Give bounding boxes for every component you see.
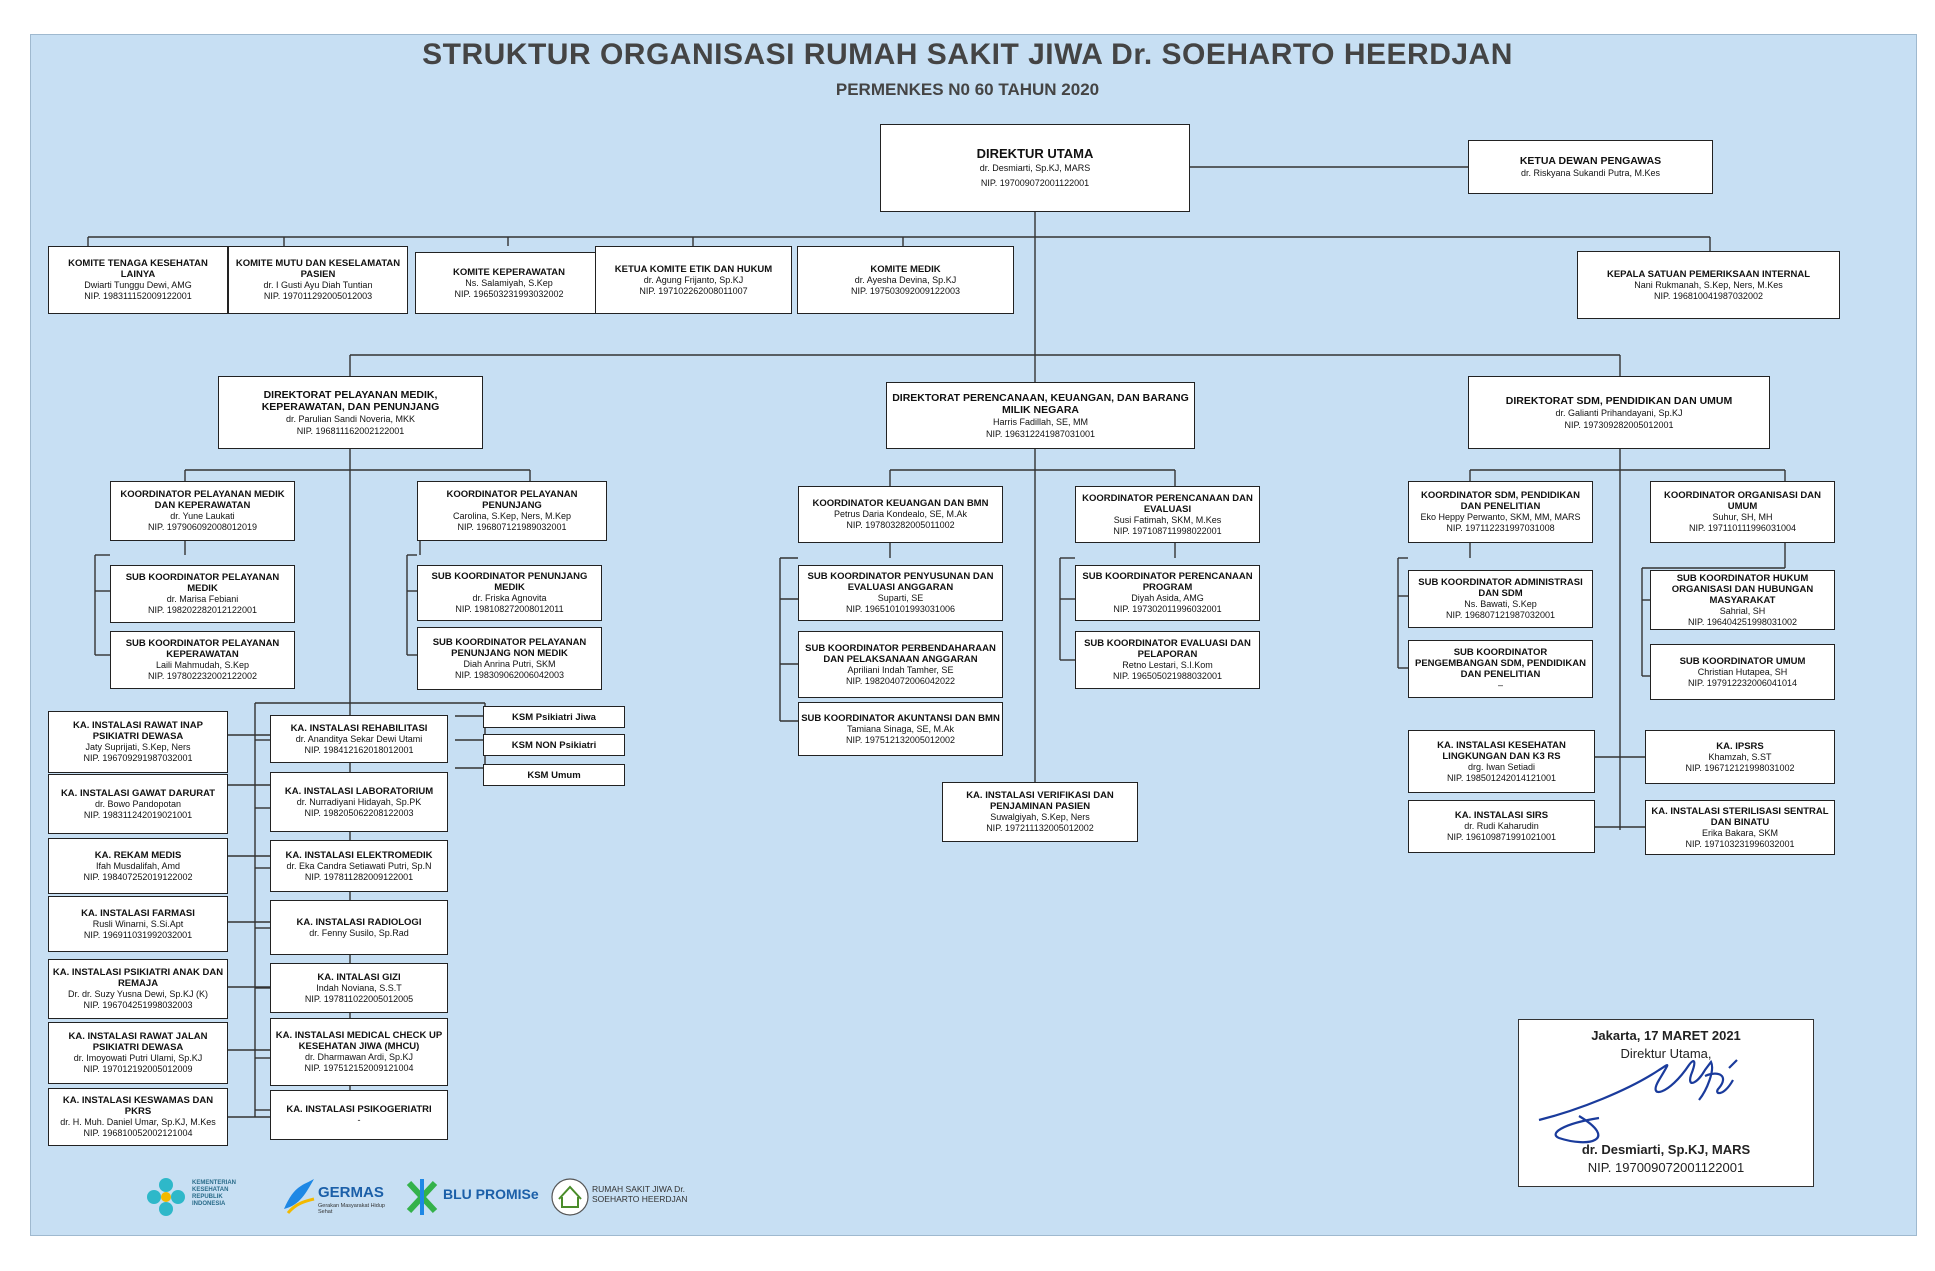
- node-ki-rehab: [270, 715, 448, 763]
- node-person: Ns. Salamiyah, S.Kep: [465, 277, 553, 288]
- node-title: KA. INSTALASI KESEHATAN LINGKUNGAN DAN K3 RS: [1437, 739, 1566, 762]
- node-ki-gizi: [270, 963, 448, 1013]
- node-person: dr. Parulian Sandi Noveria, MKK: [285, 413, 416, 424]
- signature-city-date: Jakarta, 17 MARET 2021: [1591, 1028, 1741, 1043]
- node-nip: NIP. 198309062006042003: [455, 669, 564, 680]
- node-nip: NIP. 197011292005012003: [263, 291, 373, 301]
- node-k-mutu: [228, 246, 408, 314]
- node-title: KSM NON Psikiatri: [511, 739, 597, 751]
- node-nip: NIP. 196810041987032002: [1654, 290, 1763, 301]
- node-person: Ns. Bawati, S.Kep: [1464, 599, 1537, 609]
- node-sk-anggaran: [798, 565, 1003, 621]
- node-sk-diklit: [1408, 640, 1593, 698]
- kemenkes-label: KEMENTERIAN KESEHATAN REPUBLIK INDONESIA: [192, 1180, 237, 1207]
- node-title: KETUA DEWAN PENGAWAS: [1519, 155, 1662, 167]
- node-ki-rajal: [48, 1022, 228, 1084]
- node-person: dr. Bowo Pandopotan: [94, 798, 182, 809]
- node-sk-kep: [110, 631, 295, 689]
- node-sk-umum: [1650, 644, 1835, 700]
- node-sk-program: [1075, 565, 1260, 621]
- node-nip: NIP. 196510101993031006: [846, 604, 955, 614]
- node-person: Dr. dr. Suzy Yusna Dewi, Sp.KJ (K): [68, 989, 208, 999]
- node-sk-pen-non: [417, 627, 602, 690]
- node-direktur: [880, 124, 1190, 212]
- node-nip: NIP. 196505021988032001: [1113, 671, 1222, 681]
- node-title: KOORDINATOR KEUANGAN DAN BMN: [812, 498, 989, 509]
- node-nip: NIP. 198407252019122002: [83, 871, 193, 882]
- node-title: SUB KOORDINATOR PENUNJANG MEDIK: [431, 571, 588, 593]
- node-title: KETUA KOMITE ETIK DAN HUKUM: [614, 263, 773, 275]
- node-person: Diyah Asida, AMG: [1131, 593, 1204, 603]
- node-title: KOMITE KEPERAWATAN: [452, 266, 566, 278]
- node-person: dr. Friska Agnovita: [472, 593, 547, 603]
- node-person: Suhur, SH, MH: [1712, 512, 1773, 522]
- node-person: dr. H. Muh. Daniel Umar, Sp.KJ, M.Kes: [60, 1117, 216, 1127]
- node-title: KA. INSTALASI STERILISASI SENTRAL DAN BINATU: [1651, 805, 1829, 828]
- node-title: KA. INSTALASI RAWAT INAP PSIKIATRI DEWASA: [72, 720, 203, 742]
- node-sk-admsdm: [1408, 570, 1593, 628]
- logo-strip: [140, 1170, 688, 1224]
- blu-logo: [405, 1170, 545, 1224]
- node-title: KA. INSTALASI RADIOLOGI: [296, 916, 422, 928]
- node-k-ren: [1075, 486, 1260, 543]
- node-ki-rm: [48, 838, 228, 894]
- node-nip: NIP. 198311152009122001: [84, 291, 192, 301]
- kemenkes-logo: [140, 1170, 260, 1224]
- node-k-medik: [797, 246, 1014, 314]
- node-ki-ipsrs: [1645, 730, 1835, 784]
- node-nip: NIP. 197512152009121004: [304, 1063, 414, 1073]
- node-person: drg. Iwan Setiadi: [1467, 761, 1536, 772]
- node-person: Nani Rukmanah, S.Kep, Ners, M.Kes: [1634, 279, 1783, 290]
- node-nip: NIP. 196503231993032002: [454, 288, 564, 299]
- node-title: SUB KOORDINATOR PERENCANAAN PROGRAM: [1082, 571, 1253, 593]
- node-title: KA. INSTALASI RAWAT JALAN PSIKIATRI DEWASA: [68, 1031, 208, 1053]
- node-person: dr. Dharmawan Ardi, Sp.KJ: [304, 1052, 414, 1062]
- node-ki-igd: [48, 774, 228, 834]
- node-nip: NIP. 197803282005011002: [846, 520, 955, 530]
- node-title: KA. INTALASI GIZI: [317, 971, 401, 983]
- node-dir1: [218, 376, 483, 449]
- node-ki-k3: [1408, 730, 1595, 793]
- node-title: KA. INSTALASI GAWAT DARURAT: [60, 787, 216, 799]
- node-title: DIREKTORAT PELAYANAN MEDIK, KEPERAWATAN, DAN PENUNJANG: [261, 388, 440, 413]
- node-ki-mcu: [270, 1018, 448, 1086]
- node-ksm-non: [483, 734, 625, 756]
- node-person: Erika Bakara, SKM: [1701, 827, 1779, 838]
- node-person: dr. Ayesha Devina, Sp.KJ: [854, 274, 957, 285]
- rs-logo: [550, 1170, 688, 1224]
- node-person: Suwalgiyah, S.Kep, Ners: [990, 812, 1090, 822]
- node-ki-steril: [1645, 800, 1835, 855]
- node-dewas: [1468, 140, 1713, 194]
- node-person: Petrus Daria Kondealo, SE, M.Ak: [833, 509, 968, 519]
- node-person: dr. Riskyana Sukandi Putra, M.Kes: [1520, 168, 1661, 178]
- node-title: SUB KOORDINATOR EVALUASI DAN PELAPORAN: [1084, 638, 1251, 660]
- node-title: KOMITE MEDIK: [870, 263, 941, 275]
- germas-sub-label: Gerakan Masyarakat Hidup Sehat: [318, 1203, 385, 1215]
- node-k-org: [1650, 481, 1835, 543]
- node-person: Rusli Winarni, S.Si.Apt: [92, 918, 184, 929]
- node-ki-radio: [270, 900, 448, 955]
- node-title: DIREKTORAT SDM, PENDIDIKAN DAN UMUM: [1505, 394, 1733, 407]
- node-person: Eko Heppy Perwanto, SKM, MM, MARS: [1420, 512, 1581, 522]
- node-title: KOORDINATOR PELAYANAN MEDIK DAN KEPERAWATAN: [120, 489, 285, 511]
- node-title: SUB KOORDINATOR ADMINISTRASI DAN SDM: [1418, 577, 1583, 599]
- node-dir2: [886, 382, 1195, 449]
- node-person: Diah Anrina Putri, SKM: [463, 658, 556, 669]
- node-nip: NIP. 197906092008012019: [148, 522, 257, 532]
- node-person: Harris Fadillah, SE, MM: [992, 416, 1089, 427]
- node-title: KA. INSTALASI PSIKOGERIATRI: [286, 1104, 432, 1115]
- germas-label: GERMAS: [318, 1184, 384, 1201]
- node-title: SUB KOORDINATOR PELAYANAN KEPERAWATAN: [125, 638, 280, 660]
- node-title: KA. INSTALASI REHABILITASI: [290, 722, 428, 734]
- node-nip: NIP. 196704251998032003: [83, 1000, 193, 1010]
- node-title: SUB KOORDINATOR HUKUM ORGANISASI DAN HUBUNGAN MASYARAKAT: [1671, 572, 1814, 606]
- node-nip: NIP. 197802232002122002: [148, 671, 257, 681]
- node-title: KOMITE MUTU DAN KESELAMATAN PASIEN: [235, 258, 401, 280]
- node-person: Ifah Musdalifah, Amd: [95, 860, 181, 871]
- node-title: KOORDINATOR PELAYANAN PENUNJANG: [446, 489, 578, 511]
- node-title: KA. INSTALASI MEDICAL CHECK UP KESEHATAN JIWA (MHCU): [275, 1030, 443, 1052]
- node-nip: NIP. 196109871991021001: [1447, 832, 1556, 842]
- node-title: DIREKTUR UTAMA: [976, 145, 1094, 161]
- node-nip: NIP. 197103231996032001: [1685, 838, 1795, 849]
- node-title: SUB KOORDINATOR PENYUSUNAN DAN EVALUASI ANGGARAN: [807, 571, 994, 593]
- node-nip: NIP. 197211132005012002: [986, 823, 1094, 833]
- node-nip: NIP. 196807121987032001: [1446, 610, 1555, 620]
- node-nip: NIP. 198204072006042022: [846, 675, 955, 686]
- node-title: SUB KOORDINATOR PENGEMBANGAN SDM, PENDIDIKAN DAN PENELITIAN: [1414, 647, 1586, 680]
- node-k-sdm: [1408, 481, 1593, 543]
- node-nip: NIP. 198501242014121001: [1447, 772, 1556, 783]
- node-nip: NIP. 197110111996031004: [1689, 523, 1796, 533]
- node-ki-anak: [48, 959, 228, 1019]
- node-nip: NIP. 198205062208122003: [304, 807, 414, 818]
- node-person: dr. Agung Frijanto, Sp.KJ: [643, 274, 744, 285]
- node-ksm-jiwa: [483, 706, 625, 728]
- signature-name: dr. Desmiarti, Sp.KJ, MARS: [1581, 1142, 1751, 1157]
- node-nip: NIP. 196911031992032001: [83, 929, 193, 940]
- node-k-tenaga: [48, 246, 228, 314]
- chart-title: STRUKTUR ORGANISASI RUMAH SAKIT JIWA Dr. SOEHARTO HEERDJAN: [422, 38, 1513, 71]
- node-person: dr. Desmiarti, Sp.KJ, MARS: [979, 162, 1091, 173]
- node-ksm-umum: [483, 764, 625, 786]
- node-title: DIREKTORAT PERENCANAAN, KEUANGAN, DAN BARANG MILIK NEGARA: [892, 391, 1189, 416]
- node-title: KA. INSTALASI LABORATORIUM: [284, 785, 434, 797]
- node-person: dr. Nurradiyani Hidayah, Sp.PK: [296, 796, 422, 807]
- node-nip: NIP. 197811282009122001: [304, 871, 414, 882]
- node-nip: NIP. 198412162018012001: [304, 744, 414, 755]
- node-title: KA. INSTALASI PSIKIATRI ANAK DAN REMAJA: [52, 967, 224, 989]
- node-person: dr. Galianti Prihandayani, Sp.KJ: [1555, 407, 1683, 418]
- node-title: KOORDINATOR ORGANISASI DAN UMUM: [1664, 490, 1821, 512]
- node-person: dr. Marisa Febiani: [166, 594, 239, 604]
- node-title: SUB KOORDINATOR AKUNTANSI DAN BMN: [801, 712, 1000, 724]
- node-person: Sahrial, SH: [1719, 605, 1766, 616]
- node-title: KSM Psikiatri Jiwa: [512, 711, 596, 723]
- node-title: KOORDINATOR SDM, PENDIDIKAN DAN PENELITIAN: [1420, 490, 1581, 512]
- node-nip: NIP. 197912232006041014: [1688, 677, 1797, 688]
- node-person: dr. Rudi Kaharudin: [1464, 821, 1539, 831]
- node-sk-medik: [110, 565, 295, 623]
- node-person: Jaty Suprijati, S.Kep, Ners: [85, 742, 191, 752]
- rs-house-icon: [550, 1175, 590, 1219]
- kemenkes-icon: [144, 1175, 188, 1219]
- node-nip: NIP. 198311242019021001: [83, 809, 193, 820]
- node-nip: NIP. 197102262008011007: [639, 285, 748, 296]
- node-k-etik: [595, 246, 792, 314]
- node-sk-evaluasi: [1075, 631, 1260, 689]
- chart-subtitle: PERMENKES N0 60 TAHUN 2020: [835, 80, 1100, 99]
- node-person: Suparti, SE: [877, 593, 924, 603]
- node-nip: NIP. 197302011996032001: [1113, 604, 1222, 614]
- node-person: Christian Hutapea, SH: [1697, 666, 1788, 677]
- signature-role: Direktur Utama,: [1620, 1046, 1712, 1061]
- node-dir3: [1468, 376, 1770, 449]
- node-title: KA. REKAM MEDIS: [94, 849, 182, 861]
- node-ki-farmasi: [48, 896, 228, 952]
- node-person: dr. Ananditya Sekar Dewi Utami: [295, 733, 423, 744]
- node-nip: NIP. 196810052002121004: [83, 1128, 193, 1138]
- node-ki-keswamas: [48, 1088, 228, 1146]
- node-sk-akun: [798, 702, 1003, 756]
- node-sk-perbend: [798, 631, 1003, 698]
- node-nip: NIP. 196811162002122001: [296, 425, 405, 436]
- node-person: Carolina, S.Kep, Ners, M.Kep: [452, 511, 572, 521]
- node-nip: NIP. 197503092009122003: [851, 285, 960, 296]
- node-person: –: [1497, 680, 1503, 690]
- germas-logo: [280, 1170, 390, 1224]
- node-title: KSM Umum: [527, 769, 581, 781]
- node-ki-lab: [270, 772, 448, 832]
- node-person: Retno Lestari, S.I.Kom: [1122, 660, 1213, 670]
- node-ki-psikoger: [270, 1090, 448, 1140]
- node-nip: NIP. 197309282005012001: [1564, 419, 1674, 430]
- node-person: Indah Noviana, S.S.T: [316, 982, 402, 993]
- node-k-keu: [798, 486, 1003, 543]
- node-person: Khamzah, S.ST: [1708, 751, 1772, 762]
- node-nip: NIP. 198108272008012011: [455, 604, 564, 614]
- node-person: dr. Yune Laukati: [170, 511, 235, 521]
- node-ki-elektro: [270, 840, 448, 892]
- node-k-kep: [415, 252, 603, 314]
- node-kp-penunjang: [417, 481, 607, 541]
- germas-icon: [280, 1175, 316, 1219]
- node-nip: NIP. 197512132005012002: [846, 734, 955, 745]
- node-title: KOORDINATOR PERENCANAAN DAN EVALUASI: [1082, 492, 1253, 515]
- node-nip: NIP. 197108711998022001: [1113, 525, 1222, 536]
- node-person: dr. Eka Candra Setiawati Putri, Sp.N: [286, 860, 432, 871]
- node-person: Dwiarti Tunggu Dewi, AMG: [84, 280, 192, 290]
- node-title: KOMITE TENAGA KESEHATAN LAINYA: [68, 258, 208, 280]
- node-spi: [1577, 251, 1840, 319]
- node-person: Tamiana Sinaga, SE, M.Ak: [846, 723, 955, 734]
- node-title: SUB KOORDINATOR PELAYANAN PENUNJANG NON MEDIK: [432, 636, 587, 659]
- node-person: dr. Fenny Susilo, Sp.Rad: [309, 927, 409, 938]
- node-nip: NIP. 197012192005012009: [83, 1064, 193, 1074]
- node-nip: NIP. 196709291987032001: [83, 753, 193, 763]
- node-title: KA. INSTALASI KESWAMAS DAN PKRS: [62, 1095, 214, 1117]
- node-nip: NIP. 197112231997031008: [1446, 523, 1555, 533]
- node-nip: NIP. 198202282012122001: [148, 605, 257, 615]
- node-nip: NIP. 196807121989032001: [457, 522, 567, 532]
- node-ki-ranap: [48, 711, 228, 773]
- node-title: KEPALA SATUAN PEMERIKSAAN INTERNAL: [1606, 268, 1811, 280]
- node-title: KA. INSTALASI ELEKTROMEDIK: [285, 849, 433, 861]
- node-ki-verif: [942, 782, 1138, 842]
- signature-nip: NIP. 197009072001122001: [1587, 1160, 1745, 1175]
- blu-icon: [405, 1175, 439, 1219]
- node-sk-hukum: [1650, 570, 1835, 630]
- node-title: KA. IPSRS: [1716, 740, 1764, 752]
- node-person: Susi Fatimah, SKM, M.Kes: [1113, 514, 1222, 525]
- node-person: Apriliani Indah Tamher, SE: [847, 664, 954, 675]
- node-person: Laili Mahmudah, S.Kep: [155, 660, 250, 670]
- rs-label: RUMAH SAKIT JIWA Dr. SOEHARTO HEERDJAN: [592, 1184, 688, 1204]
- node-person: dr. I Gusti Ayu Diah Tuntian: [263, 280, 373, 290]
- node-title: KA. INSTALASI VERIFIKASI DAN PENJAMINAN PASIEN: [966, 790, 1114, 812]
- node-ki-sirs: [1408, 800, 1595, 853]
- node-title: SUB KOORDINATOR UMUM: [1679, 655, 1806, 667]
- node-title: KA. INSTALASI SIRS: [1454, 810, 1549, 821]
- node-title: SUB KOORDINATOR PELAYANAN MEDIK: [125, 572, 280, 594]
- signature-block: [1518, 1019, 1814, 1187]
- blu-label: BLU PROMISe: [443, 1186, 539, 1202]
- node-nip: NIP. 197009072001122001: [980, 177, 1090, 188]
- node-nip: NIP. 196404251998031002: [1688, 616, 1797, 627]
- node-title: SUB KOORDINATOR PERBENDAHARAAN DAN PELAKSANAAN ANGGARAN: [805, 642, 996, 665]
- node-person: dr. Imoyowati Putri Ulami, Sp.KJ: [73, 1053, 203, 1063]
- node-nip: NIP. 197811022005012005: [304, 993, 414, 1004]
- node-nip: NIP. 196312241987031001: [986, 428, 1095, 439]
- node-person: -: [357, 1115, 361, 1125]
- node-sk-pen-medik: [417, 565, 602, 621]
- node-kp-medik: [110, 481, 295, 541]
- node-nip: NIP. 196712121998031002: [1685, 762, 1795, 773]
- node-title: KA. INSTALASI FARMASI: [81, 907, 195, 919]
